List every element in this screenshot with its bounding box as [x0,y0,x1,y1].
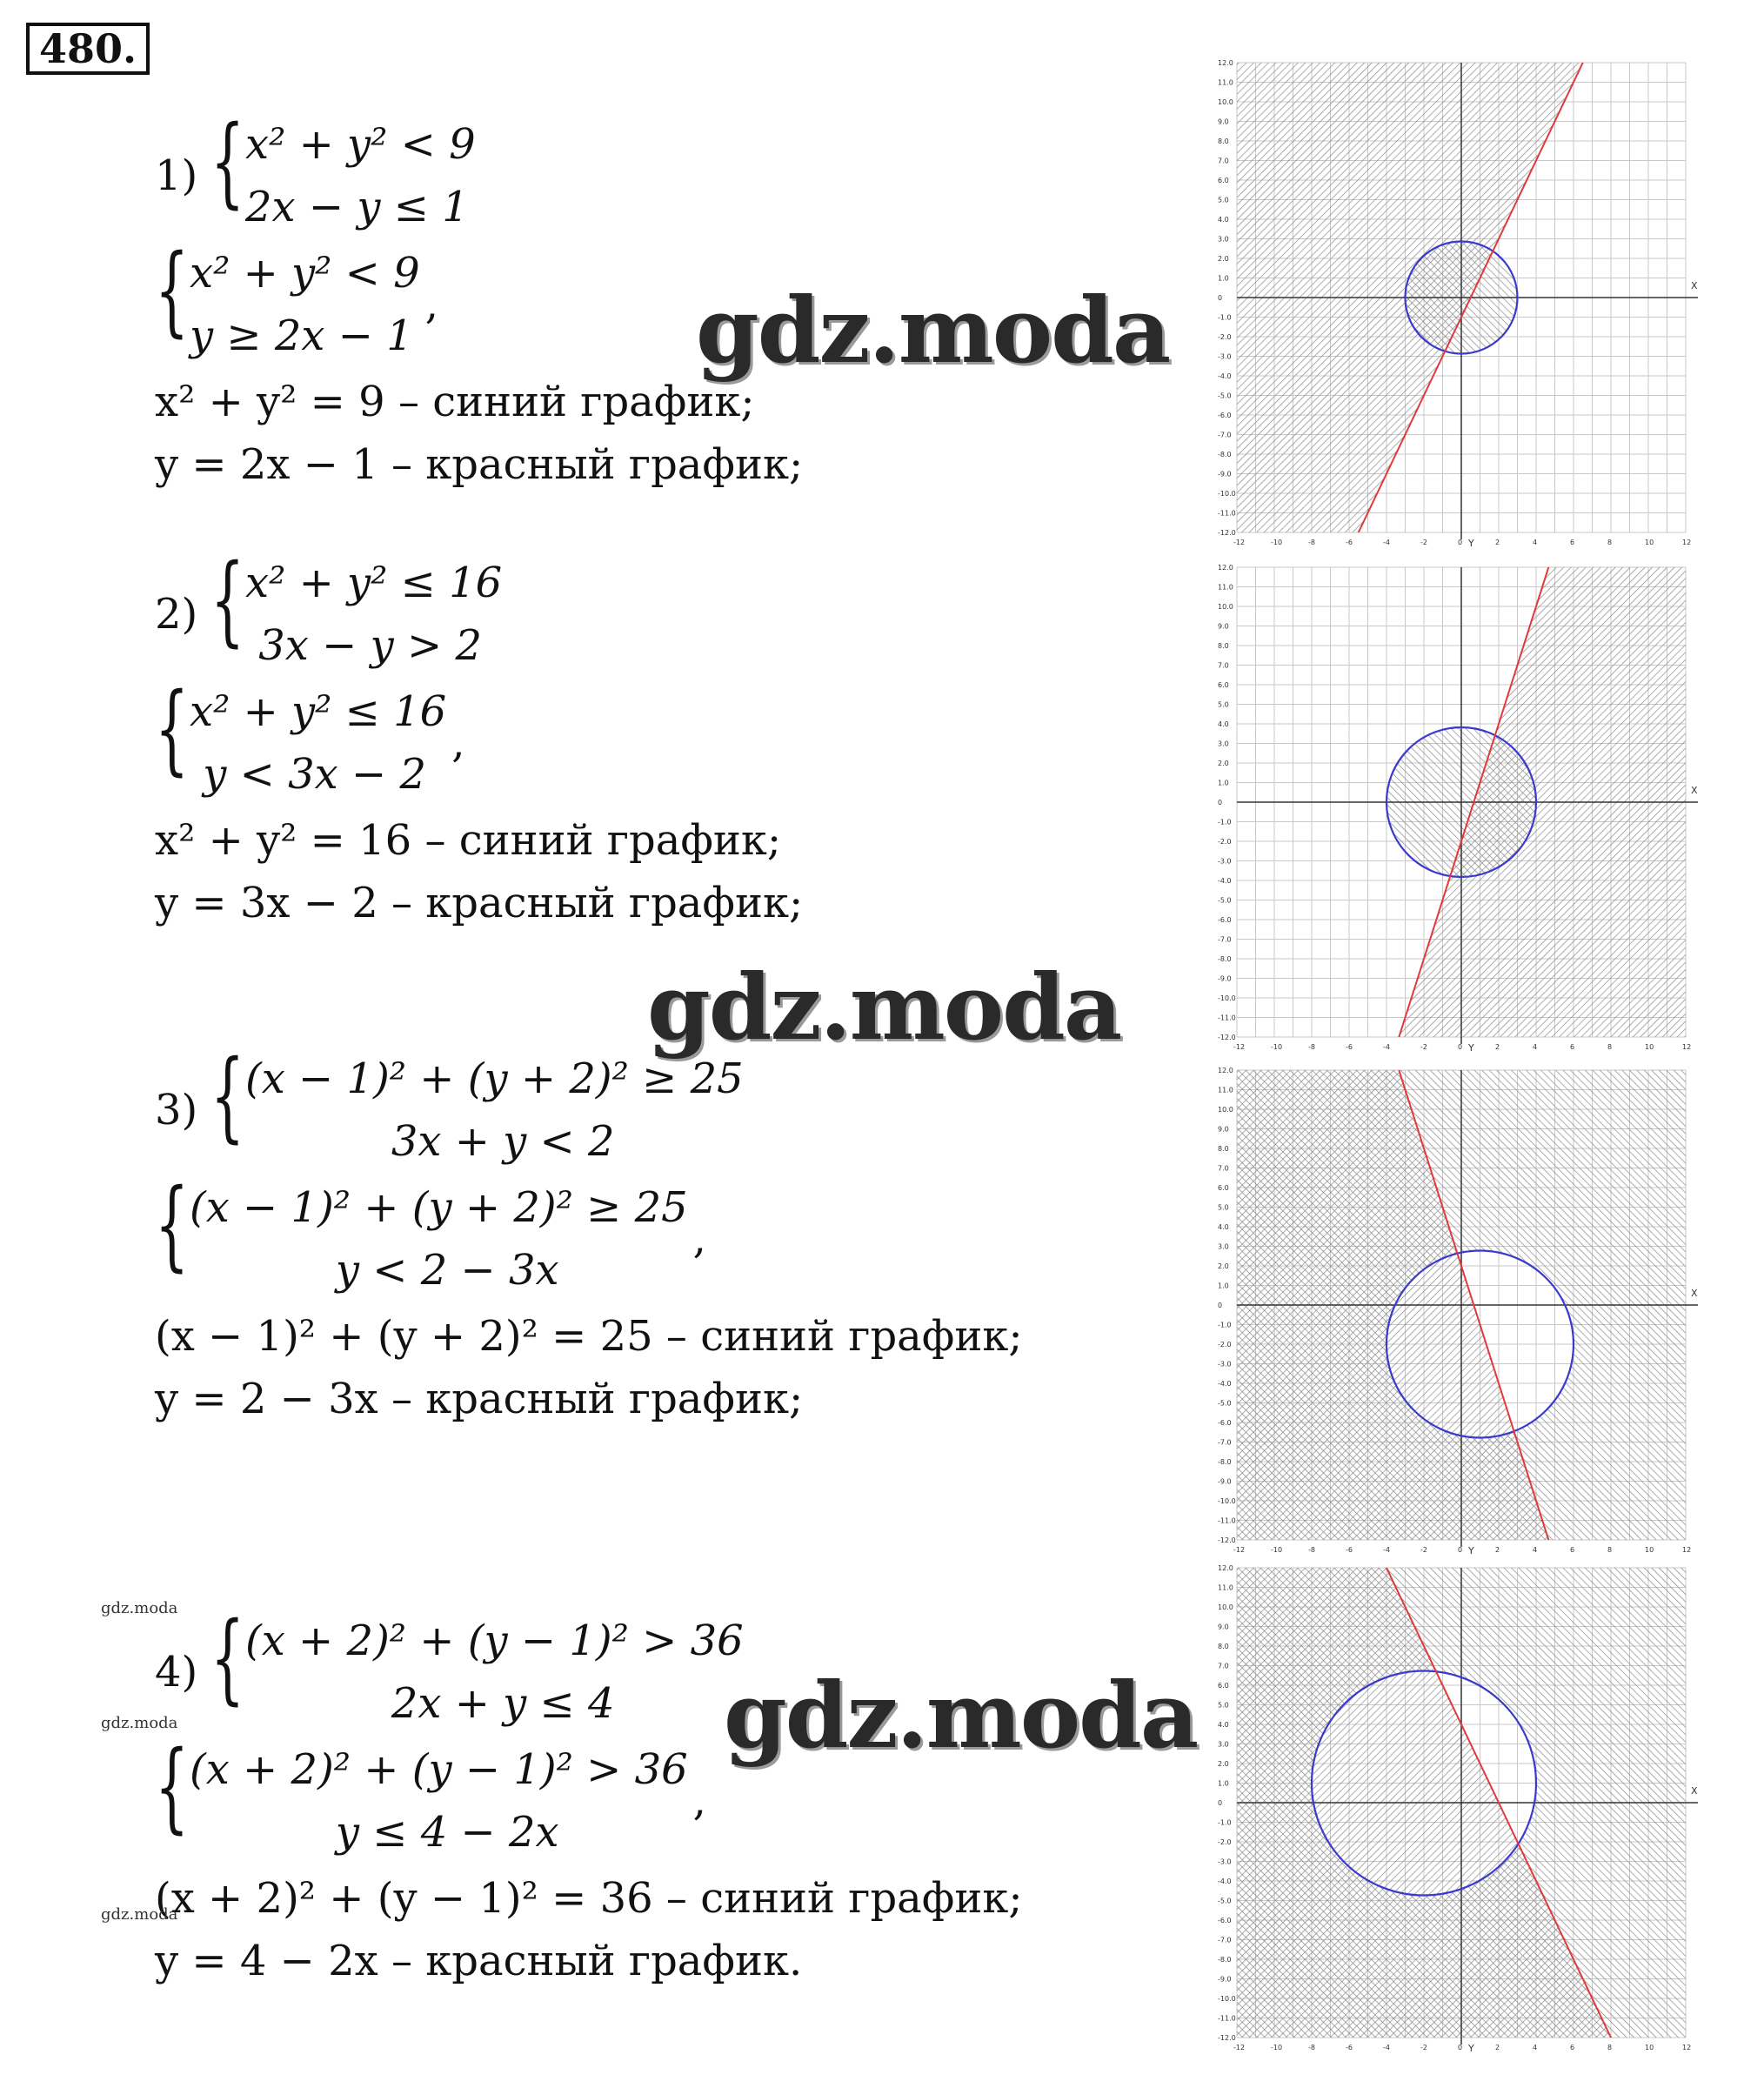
x-axis-label: X [1691,1785,1698,1797]
y-tick-label: 1.0 [1218,274,1229,283]
y-tick-label: -8.0 [1218,1458,1232,1466]
y-tick-label: -4.0 [1218,877,1232,885]
x-axis-label: X [1691,1288,1698,1299]
y-tick-label: -5.0 [1218,1399,1232,1408]
system-original [155,544,803,677]
x-tick-label: 12 [1682,539,1692,546]
y-tick-label: -1.0 [1218,313,1232,322]
x-tick-label: 0 [1458,539,1463,546]
comma: , [424,280,438,329]
inequality: x² + y² < 9 [190,249,420,298]
y-tick-label: -6.0 [1218,412,1232,419]
problem-number: 480. [26,23,150,75]
x-tick-label: 8 [1607,539,1613,546]
watermark-small: gdz.moda [101,1599,178,1617]
y-tick-label: -12.0 [1218,1034,1236,1041]
y-tick-label: -1.0 [1218,818,1232,827]
problem-2 [155,544,804,934]
y-tick-label: -12.0 [1218,1536,1236,1544]
graph-2 [1216,560,1703,1056]
x-tick-label: -6 [1346,1043,1353,1051]
shading [1216,1561,1703,2057]
brace: { [155,1168,190,1282]
y-tick-label: 6.0 [1218,1184,1229,1192]
y-tick-label: 9.0 [1218,1125,1229,1134]
description-circle: (x − 1)² + (y + 2)² = 25 – синий график; [155,1312,1023,1361]
y-tick-label: -7.0 [1218,1936,1232,1944]
x-tick-label: -12 [1233,2044,1246,2051]
system-original [155,105,803,238]
y-tick-label: -6.0 [1218,916,1232,924]
y-tick-label: 10.0 [1218,98,1233,106]
y-tick-label: 3.0 [1218,740,1229,748]
y-tick-label: 9.0 [1218,1623,1229,1631]
x-tick-label: 2 [1495,1043,1500,1051]
y-tick-label: 7.0 [1218,661,1229,670]
x-tick-label: -12 [1233,1043,1246,1051]
shading [1216,1063,1703,1559]
y-tick-label: -2.0 [1218,333,1232,341]
y-tick-label: -11.0 [1218,1516,1236,1525]
y-tick-label: 5.0 [1218,1203,1229,1212]
x-tick-label: 8 [1607,2044,1613,2051]
x-tick-label: -4 [1383,539,1390,546]
watermark-small: gdz.moda [101,1714,178,1732]
y-tick-label: 11.0 [1218,1583,1233,1592]
x-tick-label: 0 [1458,1043,1463,1051]
y-tick-label: 2.0 [1218,1760,1229,1768]
y-tick-label: -3.0 [1218,1360,1232,1369]
y-tick-label: 6.0 [1218,1682,1229,1690]
y-tick-label: 0 [1218,294,1223,302]
y-tick-label: -10.0 [1218,490,1236,498]
y-tick-label: 4.0 [1218,1721,1229,1729]
y-tick-label: 11.0 [1218,583,1233,592]
problem-label: 1) [155,151,198,200]
x-tick-label: 8 [1607,1546,1613,1554]
y-tick-label: -12.0 [1218,529,1236,537]
x-tick-label: -8 [1308,1546,1315,1554]
x-tick-label: -2 [1420,2044,1427,2051]
y-tick-label: -8.0 [1218,451,1232,458]
brace: { [210,544,245,657]
y-tick-label: -4.0 [1218,372,1232,380]
x-tick-label: 0 [1458,1546,1463,1554]
y-tick-label: -5.0 [1218,896,1232,905]
y-tick-label: -5.0 [1218,392,1232,400]
inequality: (x − 1)² + (y + 2)² ≥ 25 [245,1054,744,1103]
description-circle: x² + y² = 16 – синий график; [155,816,782,865]
y-tick-label: 12.0 [1218,59,1233,67]
x-tick-label: 6 [1570,1043,1575,1051]
x-tick-label: 4 [1533,539,1538,546]
graph-1 [1216,56,1703,552]
y-tick-label: -8.0 [1218,1956,1232,1964]
y-axis-label: Y [1468,2043,1474,2054]
problem-3 [155,1040,1023,1430]
y-tick-label: 8.0 [1218,1145,1229,1153]
y-tick-label: -9.0 [1218,1975,1232,1984]
y-tick-label: -1.0 [1218,1818,1232,1827]
x-tick-label: -8 [1308,2044,1315,2051]
description-line: y = 4 − 2x – красный график. [155,1937,803,1985]
comma: , [692,1215,706,1263]
y-tick-label: -11.0 [1218,2014,1236,2023]
y-axis-label: Y [1468,1042,1474,1054]
y-tick-label: -3.0 [1218,352,1232,361]
y-tick-label: -8.0 [1218,955,1232,963]
y-tick-label: -5.0 [1218,1897,1232,1905]
y-tick-label: -9.0 [1218,974,1232,983]
x-tick-label: -2 [1420,1043,1427,1051]
system-transformed [155,673,803,806]
y-tick-label: 4.0 [1218,1223,1229,1231]
x-tick-label: -2 [1420,1546,1427,1554]
x-tick-label: -10 [1271,2044,1283,2051]
y-tick-label: 12.0 [1218,564,1233,572]
y-tick-label: -9.0 [1218,470,1232,479]
y-tick-label: 7.0 [1218,1164,1229,1173]
x-tick-label: 4 [1533,2044,1538,2051]
x-tick-label: 0 [1458,2044,1463,2051]
inequality: x² + y² ≤ 16 [245,559,503,607]
brace: { [155,1730,190,1844]
y-tick-label: 7.0 [1218,1662,1229,1670]
x-tick-label: 4 [1533,1043,1538,1051]
comma: , [451,719,465,767]
x-axis-label: X [1691,785,1698,796]
watermark: gdz.moda [696,277,1170,384]
y-tick-label: 11.0 [1218,1086,1233,1094]
comma: , [692,1777,706,1825]
x-tick-label: -10 [1271,539,1283,546]
problem-label: 2) [155,590,198,639]
y-tick-label: -7.0 [1218,431,1232,439]
y-tick-label: -12.0 [1218,2034,1236,2042]
x-tick-label: 2 [1495,539,1500,546]
x-tick-label: -10 [1271,1546,1283,1554]
x-tick-label: -6 [1346,539,1353,546]
y-tick-label: 11.0 [1218,78,1233,87]
x-tick-label: 12 [1682,1546,1692,1554]
y-tick-label: 7.0 [1218,157,1229,165]
x-tick-label: -4 [1383,1043,1390,1051]
y-tick-label: 8.0 [1218,1643,1229,1650]
y-tick-label: 2.0 [1218,760,1229,767]
inequality: (x + 2)² + (y − 1)² > 36 [190,1745,688,1794]
description-circle: (x + 2)² + (y − 1)² = 36 – синий график; [155,1874,1023,1923]
description-line: y = 3x − 2 – красный график; [155,879,804,927]
y-tick-label: 3.0 [1218,1740,1229,1749]
y-tick-label: 3.0 [1218,235,1229,244]
y-tick-label: 2.0 [1218,1262,1229,1270]
y-tick-label: -10.0 [1218,994,1236,1002]
y-tick-label: 12.0 [1218,1564,1233,1572]
y-tick-label: 5.0 [1218,700,1229,709]
inequality: 3x − y > 2 [245,621,482,670]
problem-label: 3) [155,1086,198,1135]
y-tick-label: -9.0 [1218,1477,1232,1486]
y-tick-label: -11.0 [1218,1014,1236,1022]
x-tick-label: 2 [1495,2044,1500,2051]
y-tick-label: 5.0 [1218,196,1229,204]
x-tick-label: 10 [1645,1546,1654,1554]
y-tick-label: 4.0 [1218,216,1229,224]
description-circle: x² + y² = 9 – синий график; [155,378,755,426]
x-tick-label: 12 [1682,2044,1692,2051]
x-tick-label: -6 [1346,2044,1353,2051]
brace: { [210,1602,245,1715]
y-tick-label: -1.0 [1218,1321,1232,1329]
x-tick-label: 6 [1570,1546,1575,1554]
x-tick-label: 12 [1682,1043,1692,1051]
y-tick-label: 6.0 [1218,177,1229,184]
x-tick-label: 2 [1495,1546,1500,1554]
y-tick-label: 1.0 [1218,1282,1229,1290]
x-tick-label: 10 [1645,2044,1654,2051]
x-tick-label: -8 [1308,539,1315,546]
x-tick-label: 6 [1570,539,1575,546]
shading [1216,560,1703,1056]
inequality: y < 3x − 2 [190,750,426,799]
graph-3 [1216,1063,1703,1559]
x-tick-label: -4 [1383,1546,1390,1554]
inequality: 3x + y < 2 [245,1117,615,1166]
system-transformed [155,1168,1023,1302]
x-tick-label: 10 [1645,1043,1654,1051]
brace: { [155,673,190,786]
y-tick-label: 4.0 [1218,720,1229,728]
y-tick-label: 2.0 [1218,255,1229,263]
x-tick-label: -4 [1383,2044,1390,2051]
y-tick-label: 10.0 [1218,1603,1233,1611]
inequality: x² + y² ≤ 16 [190,687,447,736]
x-axis-label: X [1691,280,1698,291]
inequality: y ≤ 4 − 2x [190,1808,559,1857]
y-tick-label: 0 [1218,799,1223,807]
x-tick-label: 10 [1645,539,1654,546]
inequality: 2x + y ≤ 4 [245,1679,615,1728]
x-tick-label: -2 [1420,539,1427,546]
watermark: gdz.moda [724,1662,1198,1769]
y-tick-label: -7.0 [1218,1438,1232,1447]
y-tick-label: 12.0 [1218,1067,1233,1074]
y-tick-label: 0 [1218,1799,1223,1807]
y-axis-label: Y [1468,1545,1474,1556]
y-tick-label: 0 [1218,1302,1223,1309]
y-tick-label: -2.0 [1218,1838,1232,1846]
y-tick-label: -11.0 [1218,509,1236,518]
x-tick-label: -10 [1271,1043,1283,1051]
y-tick-label: 1.0 [1218,779,1229,787]
inequality: y ≥ 2x − 1 [190,311,413,360]
y-tick-label: 10.0 [1218,603,1233,611]
y-tick-label: -4.0 [1218,1380,1232,1388]
y-tick-label: 6.0 [1218,681,1229,689]
inequality: (x − 1)² + (y + 2)² ≥ 25 [190,1183,688,1232]
inequality: (x + 2)² + (y − 1)² > 36 [245,1616,744,1665]
y-tick-label: 1.0 [1218,1779,1229,1788]
y-tick-label: 8.0 [1218,642,1229,650]
x-tick-label: -12 [1233,1546,1246,1554]
x-tick-label: 4 [1533,1546,1538,1554]
inequality: x² + y² < 9 [245,120,476,169]
description-line: y = 2 − 3x – красный график; [155,1375,804,1423]
y-axis-label: Y [1468,538,1474,549]
y-tick-label: -6.0 [1218,1419,1232,1427]
y-tick-label: -6.0 [1218,1917,1232,1924]
x-tick-label: 6 [1570,2044,1575,2051]
description-line: y = 2x − 1 – красный график; [155,440,804,489]
watermark-small: gdz.moda [101,1905,178,1924]
y-tick-label: 5.0 [1218,1701,1229,1710]
y-tick-label: 3.0 [1218,1242,1229,1251]
brace: { [210,1040,245,1153]
y-tick-label: 8.0 [1218,137,1229,145]
problem-label: 4) [155,1648,198,1697]
y-tick-label: 9.0 [1218,622,1229,631]
y-tick-label: 10.0 [1218,1106,1233,1114]
system-original [155,1040,1023,1173]
watermark: gdz.moda [647,954,1121,1061]
brace: { [210,105,245,218]
y-tick-label: -2.0 [1218,1341,1232,1349]
y-tick-label: -3.0 [1218,857,1232,866]
inequality: 2x − y ≤ 1 [245,183,469,231]
inequality: y < 2 − 3x [190,1246,559,1295]
graph-4 [1216,1561,1703,2057]
x-tick-label: -12 [1233,539,1246,546]
y-tick-label: -3.0 [1218,1857,1232,1866]
brace: { [155,234,190,347]
x-tick-label: -6 [1346,1546,1353,1554]
y-tick-label: 9.0 [1218,117,1229,126]
y-tick-label: -10.0 [1218,1497,1236,1505]
y-tick-label: -7.0 [1218,935,1232,944]
y-tick-label: -10.0 [1218,1995,1236,2003]
x-tick-label: 8 [1607,1043,1613,1051]
y-tick-label: -2.0 [1218,838,1232,846]
y-tick-label: -4.0 [1218,1877,1232,1885]
x-tick-label: -8 [1308,1043,1315,1051]
